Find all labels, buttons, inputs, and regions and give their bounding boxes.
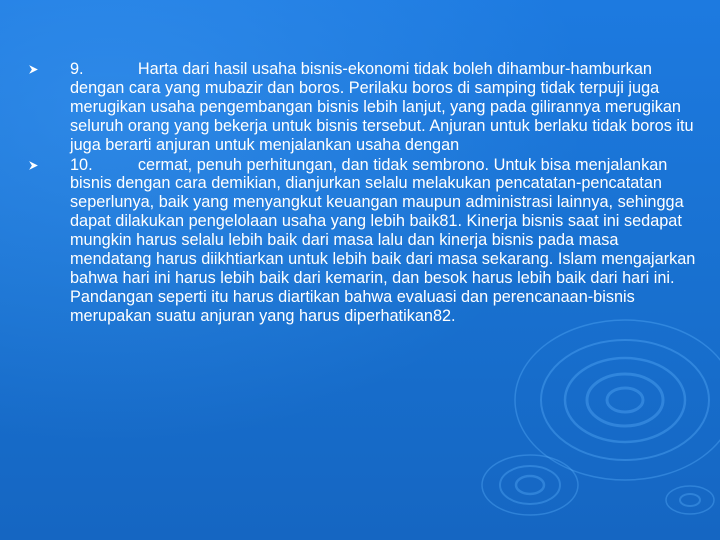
bullet-number: 10. [70,155,93,174]
arrowhead-bullet-icon [28,64,39,75]
bullet-item-10 [58,156,698,326]
slide-content [58,60,698,326]
bullet-number: 9. [70,60,84,78]
arrowhead-bullet-icon [28,160,39,171]
bullet-text: cermat, penuh perhitungan, dan tidak sembrono. Untuk bisa menjalankan bisnis dengan cara demikian, dianjurkan selalu melakukan pencatatan-pencatatan seperlunya, baik yang menyangkut keuangan maupun administrasi lainnya, sehingga dapat dilakukan pengelolaan usaha yang lebih baik81. Kinerja bisnis saat ini sedapat mungkin harus selalu lebih baik dari masa lalu dan kinerja bisnis pada masa mendatang harus diikhtiarkan untuk lebih baik dari masa sekarang. Islam mengajarkan bahwa hari ini harus lebih baik dari kemarin, dan besok harus lebih baik dari hari ini. Pandangan seperti itu harus diartikan bahwa evaluasi dan perencanaan-bisnis merupakan suatu anjuran yang harus diperhatikan82. [70,155,696,325]
bullet-text: Harta dari hasil usaha bisnis-ekonomi tidak boleh dihambur-hamburkan dengan cara yang mubazir dan boros. Perilaku boros di samping tidak terpuji juga merugikan usaha pengembangan bisnis lebih lanjut, yang pada gilirannya merugikan seluruh orang yang bekerja untuk bisnis tersebut. Anjuran untuk berlaku tidak boros itu juga berarti anjuran untuk menjalankan usaha dengan [70,60,694,154]
bullet-item-9 [58,60,698,155]
